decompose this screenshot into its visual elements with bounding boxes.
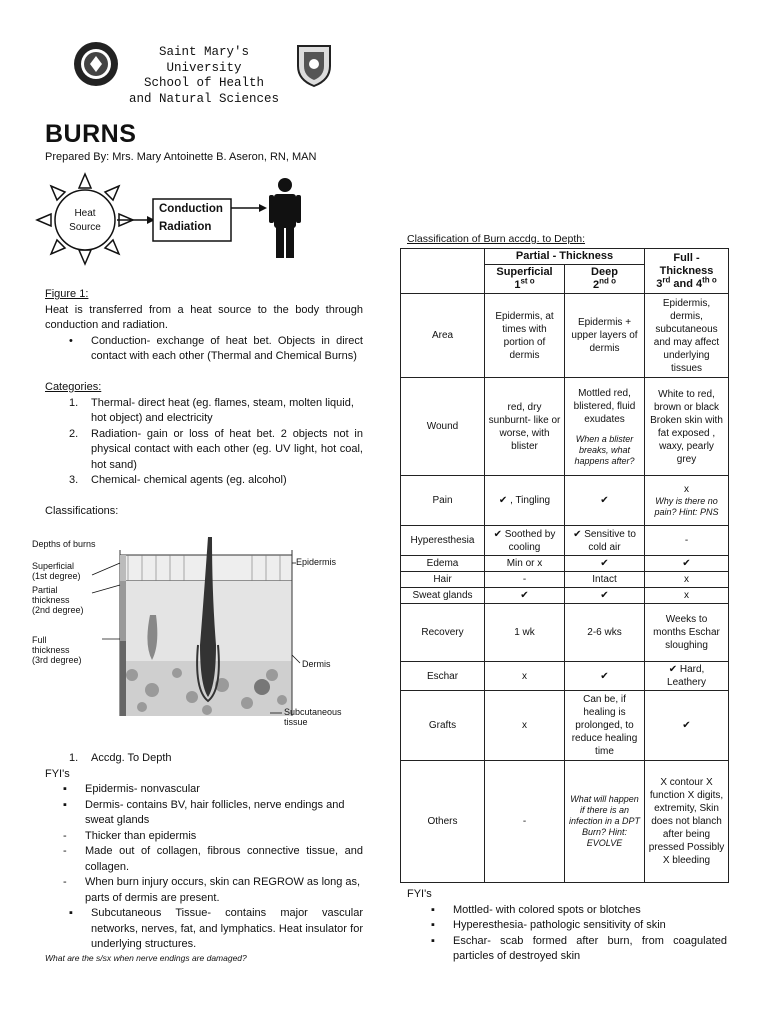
list-item: [63, 844, 363, 875]
full-cell: -: [645, 526, 729, 556]
label-line: Partial: [32, 585, 58, 595]
list-item: [431, 903, 727, 919]
item-text: Accdg. To Depth: [91, 752, 172, 764]
dermis-label: Dermis: [302, 659, 331, 669]
table-row: [401, 604, 729, 662]
deg-sup: th o: [702, 274, 717, 284]
figure1-heading: Figure 1:: [45, 288, 89, 300]
item-text: Epidermis- nonvascular: [85, 783, 200, 795]
col-title: Deep: [591, 266, 618, 278]
row-label: Edema: [401, 556, 485, 572]
label-line: Superficial: [32, 561, 75, 571]
item-text: Mottled- with colored spots or blotches: [453, 903, 641, 916]
fyi-right-section: [407, 887, 727, 965]
superficial-cell: 1 wk: [485, 604, 565, 662]
row-label: Hair: [401, 572, 485, 588]
fyi-heading: FYI's: [407, 888, 432, 900]
table-row: [401, 761, 729, 883]
school-name: [118, 45, 290, 107]
item-number: 1.: [69, 396, 79, 409]
row-label: Area: [401, 294, 485, 378]
label-line: (3rd degree): [32, 655, 82, 665]
deg-sup: st o: [520, 276, 535, 286]
item-text: Made out of collagen, fibrous connective tissue, and collagen.: [85, 845, 363, 873]
table-row: [401, 572, 729, 588]
list-item: [69, 906, 363, 953]
row-label: Grafts: [401, 691, 485, 761]
item-text: Hyperesthesia- pathologic sensitivity of skin: [453, 919, 666, 931]
figure1-bullet: Conduction- exchange of heat bet. Objects in direct contact with each other (Thermal and Chemical Burns): [91, 334, 363, 362]
superficial-cell: Epidermis, at times with portion of dermis: [485, 294, 565, 378]
list-item: [431, 934, 727, 965]
col-degree: [488, 276, 561, 292]
item-text: Thicker than epidermis: [85, 829, 197, 842]
school-line: and Natural Sciences: [128, 91, 280, 106]
label-line: thickness: [32, 645, 70, 655]
row-label: Sweat glands: [401, 588, 485, 604]
item-number: 3.: [69, 474, 79, 486]
bullet-icon: ▪: [431, 934, 435, 947]
bullet-icon: ▪: [63, 783, 67, 795]
superficial-cell: ✔: [485, 588, 565, 604]
label-line: thickness: [32, 595, 70, 605]
burn-classification-table: [400, 248, 729, 883]
superficial-cell: ✔ Soothed by cooling: [485, 526, 565, 556]
deep-cell: Epidermis + upper layers of dermis: [565, 294, 645, 378]
deep-cell: Intact: [565, 572, 645, 588]
item-number: 2.: [69, 427, 79, 440]
categories-section: [45, 380, 363, 489]
full-cell: x: [645, 588, 729, 604]
full-cell: ✔ Hard, Leathery: [645, 662, 729, 691]
transfer-box-label: [159, 200, 223, 236]
full-header-text: Full - Thickness: [659, 251, 714, 277]
table-caption: Classification of Burn accdg. to Depth:: [407, 233, 586, 245]
table-row: [401, 378, 729, 476]
list-item: [69, 427, 363, 474]
fyi-left-section: [45, 751, 363, 964]
epidermis-label: Epidermis: [296, 557, 337, 567]
figure1-section: [45, 287, 363, 365]
school-line: Saint Mary's: [158, 45, 249, 59]
bullet-icon: ▪: [69, 907, 73, 919]
row-label: Hyperesthesia: [401, 526, 485, 556]
bullet-icon: ▪: [63, 798, 67, 811]
table-row: [401, 294, 729, 378]
author-line: Prepared By: Mrs. Mary Antoinette B. Aseron, RN, MAN: [45, 151, 317, 163]
table-row: [401, 526, 729, 556]
superficial-cell: -: [485, 572, 565, 588]
deg-sup: rd: [662, 274, 671, 284]
skin-depth-figure: [32, 535, 372, 735]
fyi-heading: FYI's: [45, 767, 70, 780]
question-note: What are the s/sx when nerve endings are damaged?: [45, 952, 247, 963]
deep-cell: ✔: [565, 588, 645, 604]
deg-sup: nd o: [599, 276, 616, 286]
deep-cell: [565, 378, 645, 476]
partial-label: [32, 585, 84, 615]
dash-icon: -: [63, 876, 67, 888]
deg: 2: [592, 279, 600, 291]
superficial-cell: x: [485, 691, 565, 761]
item-text: Thermal- direct heat (eg. flames, steam, molten liquid, hot object) and electricity: [91, 396, 354, 424]
deep-header: [565, 265, 645, 294]
list-item: [69, 334, 363, 365]
superficial-cell: -: [485, 761, 565, 883]
superficial-header: [485, 265, 565, 294]
item-text: Chemical- chemical agents (eg. alcohol): [91, 474, 287, 486]
dash-icon: -: [63, 845, 67, 857]
row-label: Others: [401, 761, 485, 883]
table-row: [401, 691, 729, 761]
list-item: [63, 875, 363, 906]
sun-label: Source: [69, 222, 101, 233]
school-line: School of Health: [143, 76, 265, 90]
row-label: Eschar: [401, 662, 485, 691]
item-number: 1.: [69, 752, 79, 764]
categories-heading: Categories:: [45, 381, 102, 393]
cell-text: x: [684, 484, 689, 495]
table-row: [401, 662, 729, 691]
deep-cell: Can be, if healing is prolonged, to reduce healing time: [565, 691, 645, 761]
superficial-cell: red, dry sunburnt- like or worse, with blister: [485, 378, 565, 476]
full-label: [32, 635, 82, 665]
full-degree: [648, 274, 725, 291]
full-thickness-header: [645, 249, 729, 294]
item-text: Subcutaneous Tissue- contains major vascular networks, nerves, fat, and lymphatics. Heat insulator for underlying structures.: [91, 907, 363, 950]
superficial-cell: x: [485, 662, 565, 691]
table-row: [401, 556, 729, 572]
full-cell: White to red, brown or black Broken skin with fat exposed , waxy, pearly grey: [645, 378, 729, 476]
row-label: Pain: [401, 476, 485, 526]
superficial-label: [32, 561, 81, 581]
deep-cell: ✔: [565, 556, 645, 572]
full-cell: Weeks to months Eschar sloughing: [645, 604, 729, 662]
box-line: Conduction: [159, 203, 223, 215]
item-text: Eschar- scab formed after burn, from coagulated particles of destroyed skin: [453, 934, 727, 962]
cell-text: Mottled red, blistered, fluid exudates: [573, 387, 636, 425]
dash-icon: -: [63, 829, 67, 842]
sun-label: Heat: [74, 208, 96, 219]
heat-transfer-diagram: [35, 172, 315, 267]
deg: 1: [514, 279, 521, 291]
list-item: [431, 918, 727, 934]
deep-cell: 2-6 wks: [565, 604, 645, 662]
full-cell: ✔: [645, 556, 729, 572]
label-line: Full: [32, 635, 47, 645]
deg-and: and 4: [670, 277, 703, 290]
full-cell: x: [645, 572, 729, 588]
deep-cell: ✔: [565, 662, 645, 691]
full-cell: X contour X function X digits, extremity, Skin does not blanch after being pressed Possibly X bleeding: [645, 761, 729, 883]
list-item: [63, 798, 363, 829]
partial-thickness-header: Partial - Thickness: [485, 249, 645, 265]
cell-question: Why is there no pain? Hint: PNS: [654, 496, 719, 517]
box-line: Radiation: [159, 221, 212, 233]
item-text: Dermis- contains BV, hair follicles, nerve endings and sweat glands: [85, 798, 345, 826]
label-line: tissue: [284, 717, 308, 727]
university-seal-logo: [72, 40, 120, 88]
table-row: [401, 476, 729, 526]
bullet-icon: ▪: [431, 903, 435, 916]
label-line: (1st degree): [32, 571, 81, 581]
row-label: Wound: [401, 378, 485, 476]
full-cell: ✔: [645, 691, 729, 761]
bullet-icon: •: [69, 334, 73, 347]
bullet-icon: ▪: [431, 919, 435, 931]
list-item: [63, 782, 363, 798]
classifications-heading: Classifications:: [45, 505, 119, 517]
list-item: [69, 751, 363, 767]
deep-cell: ✔: [565, 476, 645, 526]
deep-cell: ✔ Sensitive to cold air: [565, 526, 645, 556]
page-title: BURNS: [45, 120, 137, 148]
col-title: Superficial: [496, 266, 553, 278]
school-line: University: [166, 60, 242, 75]
cell-question: When a blister breaks, what happens after?: [574, 433, 635, 466]
subcutaneous-label: [284, 707, 342, 727]
table-row: [401, 588, 729, 604]
list-item: [69, 473, 363, 489]
col-degree: [568, 276, 641, 292]
heat-source-label: [65, 207, 105, 235]
list-item: [69, 396, 363, 427]
table-header-row: [401, 249, 729, 265]
full-cell: Epidermis, dermis, subcutaneous and may affect underlying tissues: [645, 294, 729, 378]
deep-cell: What will happen if there is an infection in a DPT Burn? Hint: EVOLVE: [565, 761, 645, 883]
figure-title: Depths of burns: [32, 539, 96, 549]
list-item: [63, 829, 363, 845]
school-crest-logo: [290, 40, 338, 88]
label-line: Subcutaneous: [284, 707, 342, 717]
superficial-cell: ✔ , Tingling: [485, 476, 565, 526]
superficial-cell: Min or x: [485, 556, 565, 572]
row-label: Recovery: [401, 604, 485, 662]
figure1-text: Heat is transferred from a heat source to the body through conduction and radiation.: [45, 303, 363, 331]
item-text: When burn injury occurs, skin can REGROW as long as, parts of dermis are present.: [85, 876, 361, 904]
full-cell: [645, 476, 729, 526]
item-text: Radiation- gain or loss of heat bet. 2 objects not in physical contact with each other (eg. UV light, hot coal, hot sand): [91, 427, 363, 471]
deg: 3: [656, 277, 663, 290]
label-line: (2nd degree): [32, 605, 84, 615]
empty-header-cell: [401, 249, 485, 294]
